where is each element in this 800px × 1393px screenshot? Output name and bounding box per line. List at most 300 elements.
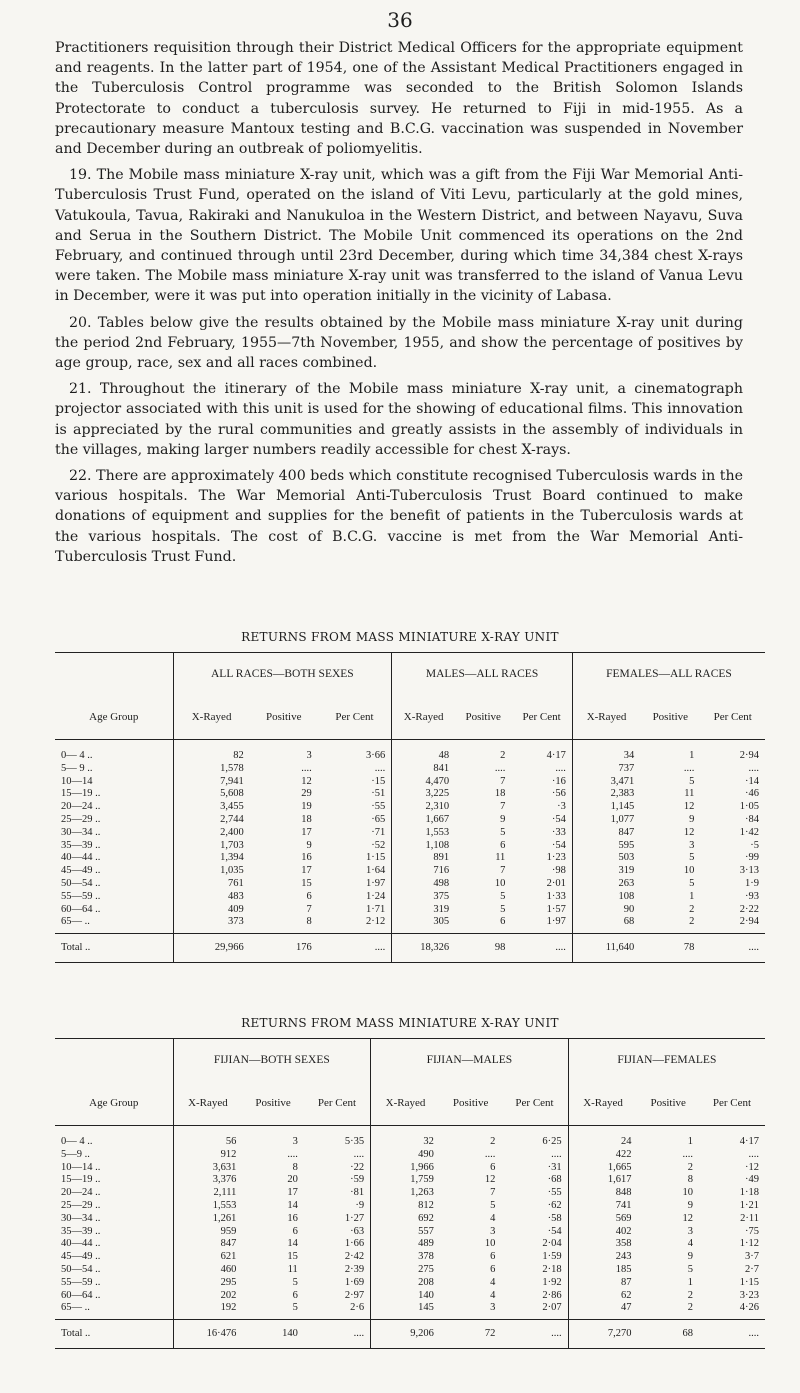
value-cell: ·65: [371, 813, 386, 825]
value-cell: 912: [173, 1149, 242, 1162]
value-cell: 841: [392, 763, 455, 776]
value-cell: 82: [173, 740, 250, 763]
value-cell: 19: [301, 801, 312, 813]
value-cell: 2·42: [344, 1251, 365, 1263]
column-header: Age Group: [55, 695, 173, 740]
value-cell: 11: [495, 852, 506, 864]
value-cell: 18: [301, 813, 312, 825]
column-header: Per Cent: [304, 1081, 371, 1126]
value-cell: 29: [301, 788, 312, 800]
total-label: Total ..: [55, 1320, 173, 1349]
value-cell: 87: [568, 1277, 637, 1290]
value-cell: 9: [687, 1251, 693, 1263]
group-header: ALL RACES—BOTH SEXES: [173, 653, 392, 696]
value-cell: 741: [568, 1200, 637, 1213]
value-cell: 812: [371, 1200, 440, 1213]
value-cell: 2·94: [739, 750, 759, 761]
value-cell: ·75: [745, 1225, 759, 1237]
total-cell: 72: [440, 1320, 501, 1349]
value-cell: 6: [292, 1225, 298, 1237]
value-cell: ·68: [547, 1174, 562, 1186]
value-cell: 9: [689, 813, 695, 825]
value-cell: 243: [568, 1251, 637, 1264]
value-cell: ·56: [551, 788, 566, 800]
value-cell: ·62: [547, 1199, 562, 1211]
value-cell: 1·64: [365, 865, 386, 877]
value-cell: 5,608: [173, 788, 250, 801]
value-cell: 17: [287, 1187, 298, 1199]
value-cell: 402: [568, 1226, 637, 1239]
value-cell: 140: [371, 1290, 440, 1303]
value-cell: 2: [687, 1289, 693, 1301]
value-cell: 1·05: [739, 801, 759, 813]
value-cell: 12: [683, 826, 695, 838]
value-cell: ....: [301, 762, 312, 774]
age-group-cell: 15—19 ..: [61, 788, 101, 800]
value-cell: 1·15: [365, 852, 386, 864]
value-cell: 12: [683, 801, 695, 813]
table-row: [55, 827, 765, 840]
value-cell: 1·71: [365, 903, 386, 915]
value-cell: 7: [306, 903, 312, 915]
value-cell: 2,383: [572, 788, 640, 801]
value-cell: ·59: [350, 1174, 365, 1186]
value-cell: 15: [301, 877, 312, 889]
value-cell: 460: [173, 1264, 242, 1277]
total-cell: 68: [637, 1320, 698, 1349]
value-cell: 1,665: [568, 1162, 637, 1175]
body-text: [55, 38, 743, 573]
value-cell: ·71: [371, 826, 386, 838]
value-cell: 10: [683, 865, 695, 877]
value-cell: 11: [287, 1263, 298, 1275]
value-cell: 2·94: [739, 916, 759, 928]
value-cell: ·14: [745, 775, 759, 787]
table-row: [55, 878, 765, 891]
value-cell: 7: [500, 801, 506, 813]
value-cell: ·55: [547, 1187, 562, 1199]
value-cell: 145: [371, 1302, 440, 1319]
group-header-blank: [55, 653, 173, 696]
age-group-cell: 5— 9 ..: [61, 762, 93, 774]
value-cell: 2·7: [745, 1263, 759, 1275]
value-cell: ·5: [750, 839, 759, 851]
value-cell: 1,966: [371, 1162, 440, 1175]
value-cell: 8: [687, 1174, 693, 1186]
total-cell: 140: [242, 1320, 303, 1349]
value-cell: 1·69: [344, 1276, 365, 1288]
age-group-cell: 35—39 ..: [61, 1225, 101, 1237]
value-cell: 56: [173, 1126, 242, 1149]
value-cell: 15: [287, 1251, 298, 1263]
age-group-cell: 40—44 ..: [61, 1238, 101, 1250]
value-cell: ·16: [551, 775, 566, 787]
value-cell: 5: [500, 826, 506, 838]
column-header: Positive: [637, 1081, 698, 1126]
value-cell: 8: [292, 1161, 298, 1173]
age-group-cell: 45—49 ..: [61, 1251, 101, 1263]
value-cell: 3: [689, 839, 695, 851]
value-cell: ....: [551, 1148, 562, 1160]
value-cell: 3: [292, 1136, 298, 1147]
value-cell: 6: [490, 1161, 496, 1173]
total-cell: 9,206: [371, 1320, 440, 1349]
value-cell: ....: [287, 1148, 298, 1160]
age-group-cell: 50—54 ..: [61, 877, 101, 889]
column-header: X-Rayed: [371, 1081, 440, 1126]
age-group-cell: 55—59 ..: [61, 890, 101, 902]
value-cell: 1,263: [371, 1187, 440, 1200]
group-header: MALES—ALL RACES: [392, 653, 573, 696]
column-header: Positive: [440, 1081, 501, 1126]
age-group-cell: 15—19 ..: [61, 1174, 101, 1186]
table-row: [55, 1200, 765, 1213]
value-cell: ·54: [551, 839, 566, 851]
age-group-cell: 55—59 ..: [61, 1276, 101, 1288]
age-group-cell: 50—54 ..: [61, 1263, 101, 1275]
value-cell: 263: [572, 878, 640, 891]
table-row: [55, 788, 765, 801]
value-cell: 1·27: [344, 1212, 365, 1224]
table-row: [55, 1187, 765, 1200]
value-cell: 3,471: [572, 776, 640, 789]
table-row: [55, 852, 765, 865]
value-cell: 595: [572, 840, 640, 853]
value-cell: 12: [301, 775, 312, 787]
column-header: Positive: [455, 695, 511, 740]
value-cell: 2: [687, 1161, 693, 1173]
value-cell: 6: [490, 1251, 496, 1263]
value-cell: 4: [490, 1212, 496, 1224]
value-cell: 1,145: [572, 801, 640, 814]
total-cell: 11,640: [572, 934, 640, 963]
value-cell: 3·23: [739, 1289, 759, 1301]
value-cell: 3: [306, 750, 312, 761]
total-cell: ....: [511, 934, 572, 963]
value-cell: 5: [500, 903, 506, 915]
value-cell: 2·11: [740, 1212, 759, 1224]
value-cell: 1·57: [546, 903, 566, 915]
value-cell: 1·97: [365, 877, 386, 889]
table-row: [55, 1290, 765, 1303]
value-cell: 2·12: [365, 916, 386, 928]
total-cell: 29,966: [173, 934, 250, 963]
value-cell: 5: [292, 1276, 298, 1288]
value-cell: ....: [374, 762, 386, 774]
value-cell: 959: [173, 1226, 242, 1239]
value-cell: 295: [173, 1277, 242, 1290]
value-cell: ·58: [547, 1212, 562, 1224]
value-cell: 17: [301, 865, 312, 877]
value-cell: ....: [682, 1148, 693, 1160]
value-cell: 2: [490, 1136, 496, 1147]
value-cell: 12: [484, 1174, 496, 1186]
value-cell: 62: [568, 1290, 637, 1303]
value-cell: 48: [392, 740, 455, 763]
value-cell: 16: [301, 852, 312, 864]
value-cell: 569: [568, 1213, 637, 1226]
value-cell: 18: [494, 788, 506, 800]
value-cell: 483: [173, 891, 250, 904]
value-cell: 7: [500, 865, 506, 877]
column-header: Positive: [250, 695, 318, 740]
value-cell: 2,310: [392, 801, 455, 814]
value-cell: 847: [572, 827, 640, 840]
value-cell: 1: [687, 1276, 693, 1288]
value-cell: 2,400: [173, 827, 250, 840]
value-cell: 1·15: [739, 1276, 759, 1288]
value-cell: ·3: [557, 801, 566, 813]
value-cell: 108: [572, 891, 640, 904]
total-row: [55, 1320, 765, 1349]
table-row: [55, 865, 765, 878]
value-cell: ....: [353, 1148, 365, 1160]
value-cell: 7,941: [173, 776, 250, 789]
value-cell: 9: [687, 1199, 693, 1211]
column-header: X-Rayed: [568, 1081, 637, 1126]
value-cell: ....: [748, 1148, 759, 1160]
value-cell: 3,225: [392, 788, 455, 801]
column-header: X-Rayed: [572, 695, 640, 740]
value-cell: ·9: [355, 1199, 365, 1211]
value-cell: 20: [287, 1174, 298, 1186]
value-cell: 2·22: [739, 903, 759, 915]
value-cell: 3: [490, 1302, 496, 1314]
table-row: [55, 801, 765, 814]
value-cell: ·52: [371, 839, 386, 851]
age-group-cell: 65— ..: [61, 1302, 90, 1314]
table-row: [55, 740, 765, 763]
table-row: [55, 840, 765, 853]
value-cell: 4,470: [392, 776, 455, 789]
value-cell: 5: [689, 852, 695, 864]
value-cell: 6: [292, 1289, 298, 1301]
value-cell: ....: [555, 762, 566, 774]
value-cell: 1,394: [173, 852, 250, 865]
table-row: [55, 1264, 765, 1277]
value-cell: 10: [682, 1187, 693, 1199]
value-cell: 1·92: [542, 1276, 562, 1288]
value-cell: 319: [572, 865, 640, 878]
total-cell: ....: [304, 1320, 371, 1349]
value-cell: 6·25: [542, 1136, 562, 1147]
value-cell: 1,759: [371, 1174, 440, 1187]
value-cell: 373: [173, 916, 250, 933]
value-cell: 4: [490, 1276, 496, 1288]
value-cell: 1·24: [365, 890, 386, 902]
value-cell: 5: [687, 1263, 693, 1275]
age-group-cell: 20—24 ..: [61, 1187, 101, 1199]
value-cell: 3·7: [745, 1251, 759, 1263]
value-cell: 1,261: [173, 1213, 242, 1226]
value-cell: 716: [392, 865, 455, 878]
table-row: [55, 916, 765, 933]
value-cell: 3·13: [739, 865, 759, 877]
value-cell: 1,035: [173, 865, 250, 878]
value-cell: 1,553: [392, 827, 455, 840]
value-cell: ....: [494, 762, 506, 774]
value-cell: 32: [371, 1126, 440, 1149]
value-cell: 358: [568, 1238, 637, 1251]
table-row: [55, 1149, 765, 1162]
value-cell: 5: [689, 877, 695, 889]
value-cell: 1·23: [546, 852, 566, 864]
table-row: [55, 1238, 765, 1251]
value-cell: 6: [490, 1263, 496, 1275]
value-cell: ·63: [350, 1225, 365, 1237]
value-cell: 5: [500, 890, 506, 902]
value-cell: 3: [490, 1225, 496, 1237]
value-cell: 3·66: [365, 750, 386, 761]
age-group-cell: 5—9 ..: [61, 1148, 90, 1160]
value-cell: 14: [287, 1199, 298, 1211]
value-cell: 737: [572, 763, 640, 776]
value-cell: 24: [568, 1126, 637, 1149]
value-cell: 2·04: [542, 1238, 562, 1250]
value-cell: 34: [572, 740, 640, 763]
column-header: Positive: [640, 695, 700, 740]
value-cell: ·31: [547, 1161, 562, 1173]
value-cell: ....: [484, 1148, 496, 1160]
value-cell: 891: [392, 852, 455, 865]
value-cell: ·81: [350, 1187, 365, 1199]
age-group-cell: 60—64 ..: [61, 903, 101, 915]
value-cell: 2: [689, 903, 695, 915]
column-header: Per Cent: [501, 1081, 568, 1126]
table-row: [55, 1213, 765, 1226]
value-cell: 1·66: [344, 1238, 365, 1250]
value-cell: 2,744: [173, 814, 250, 827]
paragraph-20: 20. Tables below give the results obtained by the Mobile mass miniature X-ray unit during the period 2nd February, 1955—7th November, 1955, and show the percentage of positives by age group, race, sex and all races combined.: [55, 314, 743, 372]
group-header: FIJIAN—BOTH SEXES: [173, 1039, 371, 1082]
value-cell: 7: [490, 1187, 496, 1199]
value-cell: 1: [689, 890, 695, 902]
value-cell: ·46: [745, 788, 759, 800]
value-cell: 1,703: [173, 840, 250, 853]
value-cell: 2·07: [542, 1302, 562, 1314]
value-cell: 4: [687, 1238, 693, 1250]
value-cell: ·51: [371, 788, 386, 800]
value-cell: 319: [392, 904, 455, 917]
value-cell: 1·9: [745, 877, 759, 889]
table-title-all-races: RETURNS FROM MASS MINIATURE X-RAY UNIT: [241, 630, 559, 644]
value-cell: 1·97: [546, 916, 566, 928]
table-row: [55, 1162, 765, 1175]
group-header: FIJIAN—FEMALES: [568, 1039, 765, 1082]
table-row: [55, 1251, 765, 1264]
value-cell: 5: [292, 1302, 298, 1314]
total-cell: ....: [699, 1320, 765, 1349]
value-cell: 621: [173, 1251, 242, 1264]
age-group-cell: 30—34 ..: [61, 1212, 101, 1224]
age-group-cell: 20—24 ..: [61, 801, 101, 813]
table-row: [55, 1174, 765, 1187]
value-cell: 2: [500, 750, 506, 761]
total-cell: ....: [700, 934, 765, 963]
value-cell: 1,077: [572, 814, 640, 827]
value-cell: 1,553: [173, 1200, 242, 1213]
value-cell: ·49: [745, 1174, 759, 1186]
value-cell: 3,376: [173, 1174, 242, 1187]
value-cell: ·54: [547, 1225, 562, 1237]
value-cell: 1,617: [568, 1174, 637, 1187]
group-header: FEMALES—ALL RACES: [572, 653, 765, 696]
value-cell: 185: [568, 1264, 637, 1277]
value-cell: 68: [572, 916, 640, 933]
value-cell: 17: [301, 826, 312, 838]
value-cell: 1·42: [739, 826, 759, 838]
value-cell: 12: [682, 1212, 693, 1224]
value-cell: 10: [484, 1238, 496, 1250]
value-cell: 305: [392, 916, 455, 933]
total-cell: 18,326: [392, 934, 455, 963]
value-cell: ....: [683, 762, 695, 774]
total-cell: 16·476: [173, 1320, 242, 1349]
value-cell: 208: [371, 1277, 440, 1290]
value-cell: ·54: [551, 813, 566, 825]
age-group-cell: 60—64 ..: [61, 1289, 101, 1301]
value-cell: 2,111: [173, 1187, 242, 1200]
value-cell: 6: [500, 839, 506, 851]
total-label: Total ..: [55, 934, 173, 963]
value-cell: 498: [392, 878, 455, 891]
value-cell: 1·21: [739, 1199, 759, 1211]
value-cell: 692: [371, 1213, 440, 1226]
value-cell: 1,667: [392, 814, 455, 827]
total-cell: 78: [640, 934, 700, 963]
value-cell: 2·97: [344, 1289, 365, 1301]
value-cell: 16: [287, 1212, 298, 1224]
value-cell: 10: [494, 877, 506, 889]
value-cell: ·22: [350, 1161, 365, 1173]
age-group-cell: 35—39 ..: [61, 839, 101, 851]
age-group-cell: 10—14: [61, 775, 93, 787]
value-cell: ·98: [551, 865, 566, 877]
value-cell: 1,108: [392, 840, 455, 853]
value-cell: 2·6: [350, 1302, 365, 1314]
page-number: 36: [387, 8, 413, 32]
value-cell: 1: [687, 1136, 693, 1147]
value-cell: 2: [689, 916, 695, 928]
value-cell: 192: [173, 1302, 242, 1319]
value-cell: 2·01: [546, 877, 566, 889]
value-cell: 2: [687, 1302, 693, 1314]
value-cell: 275: [371, 1264, 440, 1277]
age-group-cell: 25—29 ..: [61, 813, 101, 825]
value-cell: ·15: [371, 775, 386, 787]
column-header: Age Group: [55, 1081, 173, 1126]
table-fijian: [55, 1038, 765, 1349]
value-cell: ·93: [745, 890, 759, 902]
column-header: X-Rayed: [173, 695, 250, 740]
value-cell: 2·86: [542, 1289, 562, 1301]
table-row: [55, 1277, 765, 1290]
value-cell: 7: [500, 775, 506, 787]
age-group-cell: 30—34 ..: [61, 826, 101, 838]
value-cell: ·33: [551, 826, 566, 838]
value-cell: 6: [306, 890, 312, 902]
value-cell: 1·59: [542, 1251, 562, 1263]
value-cell: 9: [500, 813, 506, 825]
value-cell: 90: [572, 904, 640, 917]
value-cell: 761: [173, 878, 250, 891]
value-cell: 4: [490, 1289, 496, 1301]
column-header: Per Cent: [318, 695, 392, 740]
value-cell: 557: [371, 1226, 440, 1239]
total-cell: 176: [250, 934, 318, 963]
paragraph-22: 22. There are approximately 400 beds which constitute recognised Tuberculosis wards in the various hospitals. The War Memorial Anti-Tuberculosis Trust Board continued to make donations of equipment and supplies for the benefit of patients in the Tuberculosis wards at the various hospitals. The cost of B.C.G. vaccine is met from the War Memorial Anti-Tuberculosis Trust Fund.: [55, 468, 743, 565]
value-cell: 3,455: [173, 801, 250, 814]
